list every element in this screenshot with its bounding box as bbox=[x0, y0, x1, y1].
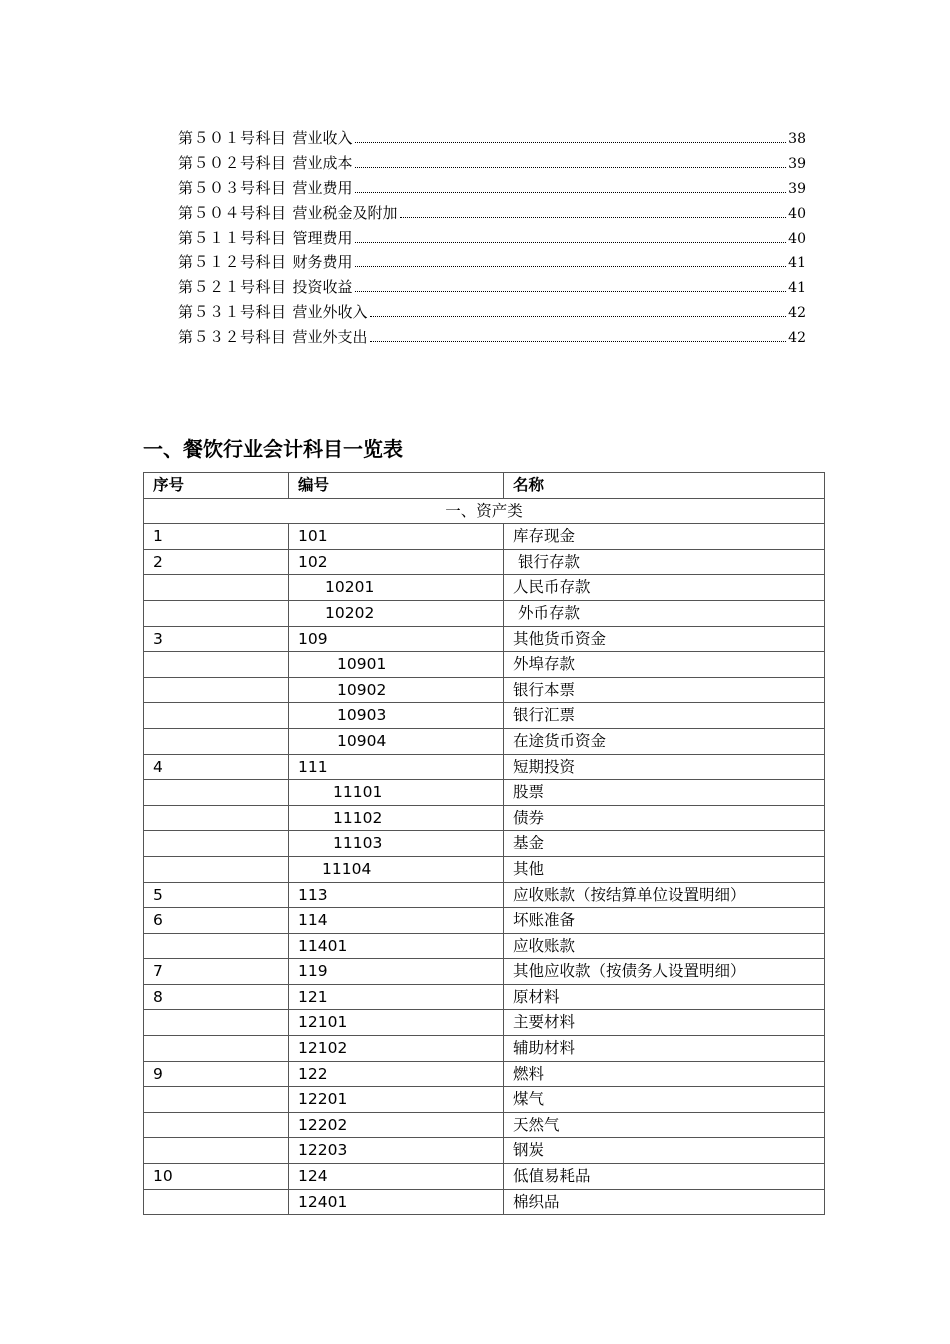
toc-title: 投资收益 bbox=[292, 278, 353, 297]
cell-seq bbox=[144, 1087, 289, 1113]
toc-title: 营业税金及附加 bbox=[292, 203, 398, 222]
cell-code: 121 bbox=[289, 984, 504, 1010]
cell-name: 人民币存款 bbox=[504, 575, 825, 601]
table-row bbox=[144, 1010, 825, 1036]
table-row bbox=[144, 933, 825, 959]
cell-seq: 7 bbox=[144, 959, 289, 985]
toc-number: 第５０２号科目 bbox=[178, 153, 287, 172]
cell-name: 股票 bbox=[504, 780, 825, 806]
category-label: 一、资产类 bbox=[144, 498, 825, 524]
toc-title: 营业费用 bbox=[292, 178, 353, 197]
cell-name: 外币存款 bbox=[504, 600, 825, 626]
cell-seq bbox=[144, 933, 289, 959]
toc-number: 第５２１号科目 bbox=[178, 278, 287, 297]
header-seq: 序号 bbox=[144, 473, 289, 499]
cell-seq bbox=[144, 831, 289, 857]
cell-code: 109 bbox=[289, 626, 504, 652]
toc-entry[interactable] bbox=[178, 275, 806, 300]
cell-seq bbox=[144, 652, 289, 678]
toc-page: 42 bbox=[788, 330, 806, 347]
cell-seq bbox=[144, 728, 289, 754]
table-row bbox=[144, 575, 825, 601]
toc-number: 第５３２号科目 bbox=[178, 328, 287, 347]
table-row bbox=[144, 780, 825, 806]
cell-code: 10902 bbox=[289, 677, 504, 703]
cell-code: 11103 bbox=[289, 831, 504, 857]
toc-title: 财务费用 bbox=[292, 253, 353, 272]
cell-seq: 10 bbox=[144, 1164, 289, 1190]
cell-name: 低值易耗品 bbox=[504, 1164, 825, 1190]
toc-page: 41 bbox=[788, 255, 806, 272]
toc-leader bbox=[400, 216, 787, 218]
cell-name: 银行本票 bbox=[504, 677, 825, 703]
cell-code: 119 bbox=[289, 959, 504, 985]
accounts-table bbox=[143, 472, 825, 1215]
cell-code: 12401 bbox=[289, 1189, 504, 1215]
cell-seq bbox=[144, 780, 289, 806]
cell-name: 基金 bbox=[504, 831, 825, 857]
toc-entry[interactable] bbox=[178, 325, 806, 350]
toc-number: 第５３１号科目 bbox=[178, 303, 287, 322]
cell-seq: 9 bbox=[144, 1061, 289, 1087]
toc-page: 40 bbox=[788, 205, 806, 222]
cell-seq bbox=[144, 600, 289, 626]
toc-title: 营业外收入 bbox=[292, 303, 368, 322]
cell-seq: 3 bbox=[144, 626, 289, 652]
cell-code: 11101 bbox=[289, 780, 504, 806]
header-code: 编号 bbox=[289, 473, 504, 499]
table-row bbox=[144, 959, 825, 985]
cell-seq: 1 bbox=[144, 524, 289, 550]
cell-name: 煤气 bbox=[504, 1087, 825, 1113]
cell-seq bbox=[144, 1112, 289, 1138]
cell-code: 10904 bbox=[289, 728, 504, 754]
toc-number: 第５０１号科目 bbox=[178, 129, 287, 147]
category-row bbox=[144, 498, 825, 524]
cell-code: 12202 bbox=[289, 1112, 504, 1138]
cell-seq: 5 bbox=[144, 882, 289, 908]
cell-name: 债券 bbox=[504, 805, 825, 831]
cell-code: 124 bbox=[289, 1164, 504, 1190]
toc-leader bbox=[355, 141, 787, 143]
cell-seq bbox=[144, 1189, 289, 1215]
cell-seq: 6 bbox=[144, 908, 289, 934]
cell-name: 应收账款（按结算单位设置明细） bbox=[504, 882, 825, 908]
cell-code: 113 bbox=[289, 882, 504, 908]
cell-name: 应收账款 bbox=[504, 933, 825, 959]
cell-name: 天然气 bbox=[504, 1112, 825, 1138]
toc-leader bbox=[370, 340, 787, 342]
cell-name: 主要材料 bbox=[504, 1010, 825, 1036]
toc-leader bbox=[355, 265, 787, 267]
cell-seq bbox=[144, 856, 289, 882]
cell-name: 其他应收款（按债务人设置明细） bbox=[504, 959, 825, 985]
toc-entry[interactable] bbox=[178, 126, 806, 151]
toc-number: 第５１２号科目 bbox=[178, 253, 287, 272]
cell-seq bbox=[144, 575, 289, 601]
cell-code: 11102 bbox=[289, 805, 504, 831]
toc-title: 营业成本 bbox=[292, 153, 353, 172]
cell-name: 银行存款 bbox=[504, 549, 825, 575]
toc-page: 41 bbox=[788, 280, 806, 297]
toc-title: 管理费用 bbox=[292, 228, 353, 247]
table-row bbox=[144, 626, 825, 652]
cell-seq bbox=[144, 677, 289, 703]
cell-seq bbox=[144, 1138, 289, 1164]
cell-code: 114 bbox=[289, 908, 504, 934]
cell-code: 102 bbox=[289, 549, 504, 575]
cell-name: 在途货币资金 bbox=[504, 728, 825, 754]
toc-leader bbox=[355, 166, 787, 168]
cell-name: 短期投资 bbox=[504, 754, 825, 780]
toc-title: 营业外支出 bbox=[292, 328, 368, 347]
toc-entry[interactable] bbox=[178, 250, 806, 275]
toc-leader bbox=[355, 290, 787, 292]
table-row bbox=[144, 1189, 825, 1215]
cell-code: 122 bbox=[289, 1061, 504, 1087]
header-name: 名称 bbox=[504, 473, 825, 499]
table-row bbox=[144, 805, 825, 831]
table-row bbox=[144, 882, 825, 908]
table-row bbox=[144, 1036, 825, 1062]
table-row bbox=[144, 703, 825, 729]
toc-entry[interactable] bbox=[178, 201, 806, 226]
toc-leader bbox=[355, 191, 787, 193]
toc-page: 40 bbox=[788, 230, 806, 247]
toc-page: 42 bbox=[788, 305, 806, 322]
toc-entry[interactable] bbox=[178, 300, 806, 325]
cell-seq: 2 bbox=[144, 549, 289, 575]
cell-name: 原材料 bbox=[504, 984, 825, 1010]
toc-number: 第５１１号科目 bbox=[178, 228, 287, 247]
cell-code: 12101 bbox=[289, 1010, 504, 1036]
table-row bbox=[144, 908, 825, 934]
toc-entry[interactable] bbox=[178, 176, 806, 201]
table-row bbox=[144, 652, 825, 678]
table-row bbox=[144, 831, 825, 857]
table-header-row bbox=[144, 473, 825, 499]
cell-seq bbox=[144, 703, 289, 729]
table-of-contents bbox=[178, 126, 806, 350]
table-row bbox=[144, 1138, 825, 1164]
cell-name: 其他 bbox=[504, 856, 825, 882]
table-row bbox=[144, 677, 825, 703]
cell-code: 111 bbox=[289, 754, 504, 780]
toc-page: 39 bbox=[788, 155, 806, 172]
cell-name: 棉织品 bbox=[504, 1189, 825, 1215]
cell-name: 燃料 bbox=[504, 1061, 825, 1087]
cell-name: 其他货币资金 bbox=[504, 626, 825, 652]
cell-code: 11401 bbox=[289, 933, 504, 959]
cell-code: 12102 bbox=[289, 1036, 504, 1062]
toc-page: 38 bbox=[788, 131, 806, 147]
table-row bbox=[144, 1112, 825, 1138]
table-row bbox=[144, 728, 825, 754]
cell-name: 钢炭 bbox=[504, 1138, 825, 1164]
toc-page: 39 bbox=[788, 180, 806, 197]
table-row bbox=[144, 856, 825, 882]
table-row bbox=[144, 984, 825, 1010]
toc-title: 营业收入 bbox=[292, 129, 353, 147]
cell-name: 坏账准备 bbox=[504, 908, 825, 934]
cell-code: 12201 bbox=[289, 1087, 504, 1113]
toc-number: 第５０４号科目 bbox=[178, 203, 287, 222]
cell-seq bbox=[144, 805, 289, 831]
cell-code: 10202 bbox=[289, 600, 504, 626]
toc-leader bbox=[355, 241, 787, 243]
section-heading: 一、餐饮行业会计科目一览表 bbox=[143, 437, 403, 461]
table-row bbox=[144, 524, 825, 550]
table-row bbox=[144, 1164, 825, 1190]
cell-name: 辅助材料 bbox=[504, 1036, 825, 1062]
table-row bbox=[144, 754, 825, 780]
cell-seq bbox=[144, 1010, 289, 1036]
table-row bbox=[144, 1061, 825, 1087]
toc-number: 第５０３号科目 bbox=[178, 178, 287, 197]
cell-seq: 4 bbox=[144, 754, 289, 780]
cell-code: 10901 bbox=[289, 652, 504, 678]
cell-name: 银行汇票 bbox=[504, 703, 825, 729]
cell-code: 11104 bbox=[289, 856, 504, 882]
table-row bbox=[144, 549, 825, 575]
cell-seq bbox=[144, 1036, 289, 1062]
cell-name: 库存现金 bbox=[504, 524, 825, 550]
cell-name: 外埠存款 bbox=[504, 652, 825, 678]
toc-leader bbox=[370, 315, 787, 317]
cell-seq: 8 bbox=[144, 984, 289, 1010]
table-row bbox=[144, 1087, 825, 1113]
cell-code: 12203 bbox=[289, 1138, 504, 1164]
cell-code: 101 bbox=[289, 524, 504, 550]
cell-code: 10201 bbox=[289, 575, 504, 601]
table-row bbox=[144, 600, 825, 626]
toc-entry[interactable] bbox=[178, 151, 806, 176]
toc-entry[interactable] bbox=[178, 226, 806, 251]
cell-code: 10903 bbox=[289, 703, 504, 729]
